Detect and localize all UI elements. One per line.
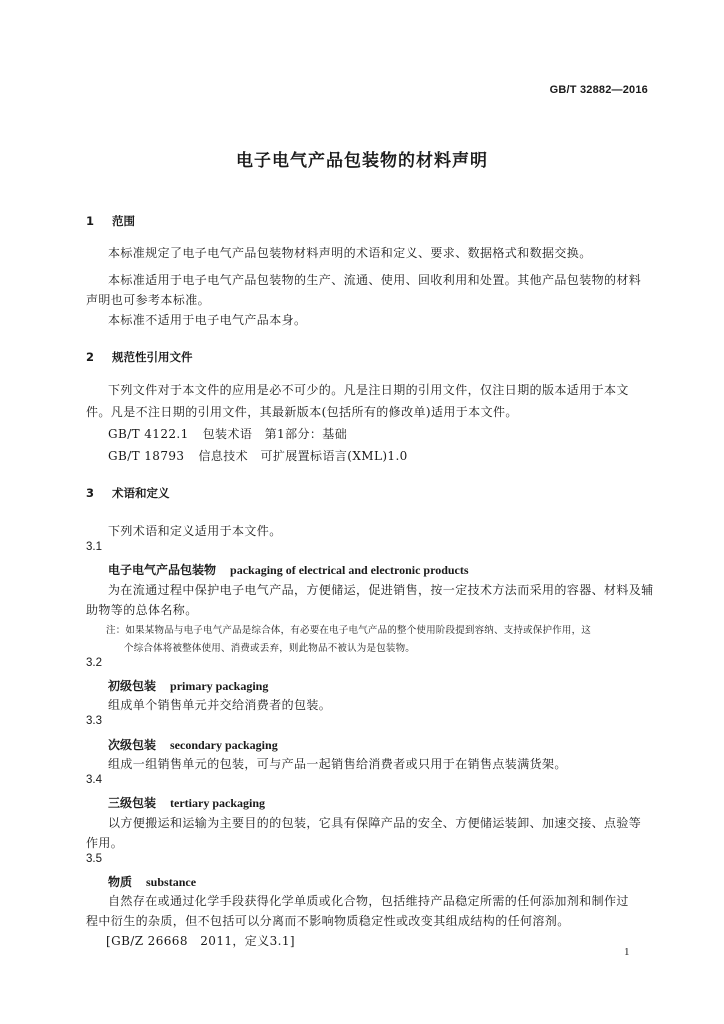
standard-number: GB/T 32882—2016: [549, 84, 648, 96]
term-entry: [108, 736, 278, 753]
paragraph-line: 本标准适用于电子电气产品包装物的生产、流通、使用、回收利用和处置。其他产品包装物的材料: [108, 273, 642, 287]
definition-line: 作用。: [86, 836, 124, 850]
definition-line: 为在流通过程中保护电子电气产品，方便储运，促进销售，按一定技术方法而采用的容器、材料及辅: [108, 583, 654, 597]
clause-number: 3.2: [86, 657, 102, 669]
clause-number: 3.3: [86, 715, 102, 727]
term-en: substance: [146, 875, 197, 889]
paragraph: 本标准规定了电子电气产品包装物材料声明的术语和定义、要求、数据格式和数据交换。: [108, 246, 592, 260]
section-number: 2: [86, 350, 95, 364]
section-title: 范围: [112, 214, 135, 228]
normative-reference: [108, 425, 347, 442]
definition-source: [GB/Z 26668 2011，定义3.1]: [106, 934, 295, 948]
term-en: tertiary packaging: [170, 796, 266, 810]
term-en: secondary packaging: [170, 738, 278, 752]
clause-number: 3.5: [86, 853, 102, 865]
section-1-heading: [86, 213, 135, 229]
definition-line: 组成一组销售单元的包装，可与产品一起销售给消费者或只用于在销售点装满货架。: [108, 757, 567, 771]
clause-number: 3.1: [86, 541, 102, 553]
section-title: 规范性引用文件: [112, 350, 193, 364]
reference-title: 包装术语 第1部分：基础: [202, 427, 348, 441]
term-entry: [108, 561, 469, 578]
normative-reference: [108, 447, 408, 464]
term-entry: [108, 677, 268, 694]
term-zh: 初级包装: [108, 679, 157, 693]
term-zh: 三级包装: [108, 796, 157, 810]
section-number: 1: [86, 214, 95, 228]
paragraph-line: 声明也可参考本标准。: [86, 293, 211, 307]
note-line: 注：如果某物品与电子电气产品是综合体，有必要在电子电气产品的整个使用阶段提到容纳、支持或保护作用，这: [106, 625, 592, 636]
note-line: 个综合体将被整体使用、消费或丢弃，则此物品不被认为是包装物。: [124, 643, 416, 654]
section-2-heading: [86, 349, 193, 365]
term-zh: 电子电气产品包装物: [108, 563, 217, 577]
definition-line: 程中衍生的杂质，但不包括可以分离而不影响物质稳定性或改变其组成结构的任何溶剂。: [86, 914, 570, 928]
definition-line: 助物等的总体名称。: [86, 603, 198, 617]
definition-line: 以方便搬运和运输为主要目的的包装，它具有保障产品的安全、方便储运装卸、加速交接、点验等: [108, 816, 642, 830]
term-en: packaging of electrical and electronic products: [230, 563, 469, 577]
reference-code: GB/T 4122.1: [108, 427, 189, 441]
paragraph: 本标准不适用于电子电气产品本身。: [108, 313, 307, 327]
paragraph-line: 件。凡是不注日期的引用文件，其最新版本(包括所有的修改单)适用于本文件。: [86, 405, 518, 419]
term-zh: 物质: [108, 875, 133, 889]
section-title: 术语和定义: [112, 486, 170, 500]
paragraph-line: 下列文件对于本文件的应用是必不可少的。凡是注日期的引用文件，仅注日期的版本适用于本文: [108, 383, 629, 397]
paragraph: 下列术语和定义适用于本文件。: [108, 524, 282, 538]
section-number: 3: [86, 486, 95, 500]
page-number: 1: [624, 946, 630, 958]
term-entry: [108, 873, 196, 890]
document-title: 电子电气产品包装物的材料声明: [236, 151, 488, 171]
clause-number: 3.4: [86, 774, 102, 786]
term-en: primary packaging: [170, 679, 269, 693]
reference-code: GB/T 18793: [108, 449, 185, 463]
term-zh: 次级包装: [108, 738, 157, 752]
section-3-heading: [86, 485, 170, 501]
term-entry: [108, 794, 265, 811]
definition-line: 自然存在或通过化学手段获得化学单质或化合物，包括维持产品稳定所需的任何添加剂和制作过: [108, 894, 629, 908]
definition-line: 组成单个销售单元并交给消费者的包装。: [108, 698, 332, 712]
reference-title: 信息技术 可扩展置标语言(XML)1.0: [198, 449, 408, 463]
